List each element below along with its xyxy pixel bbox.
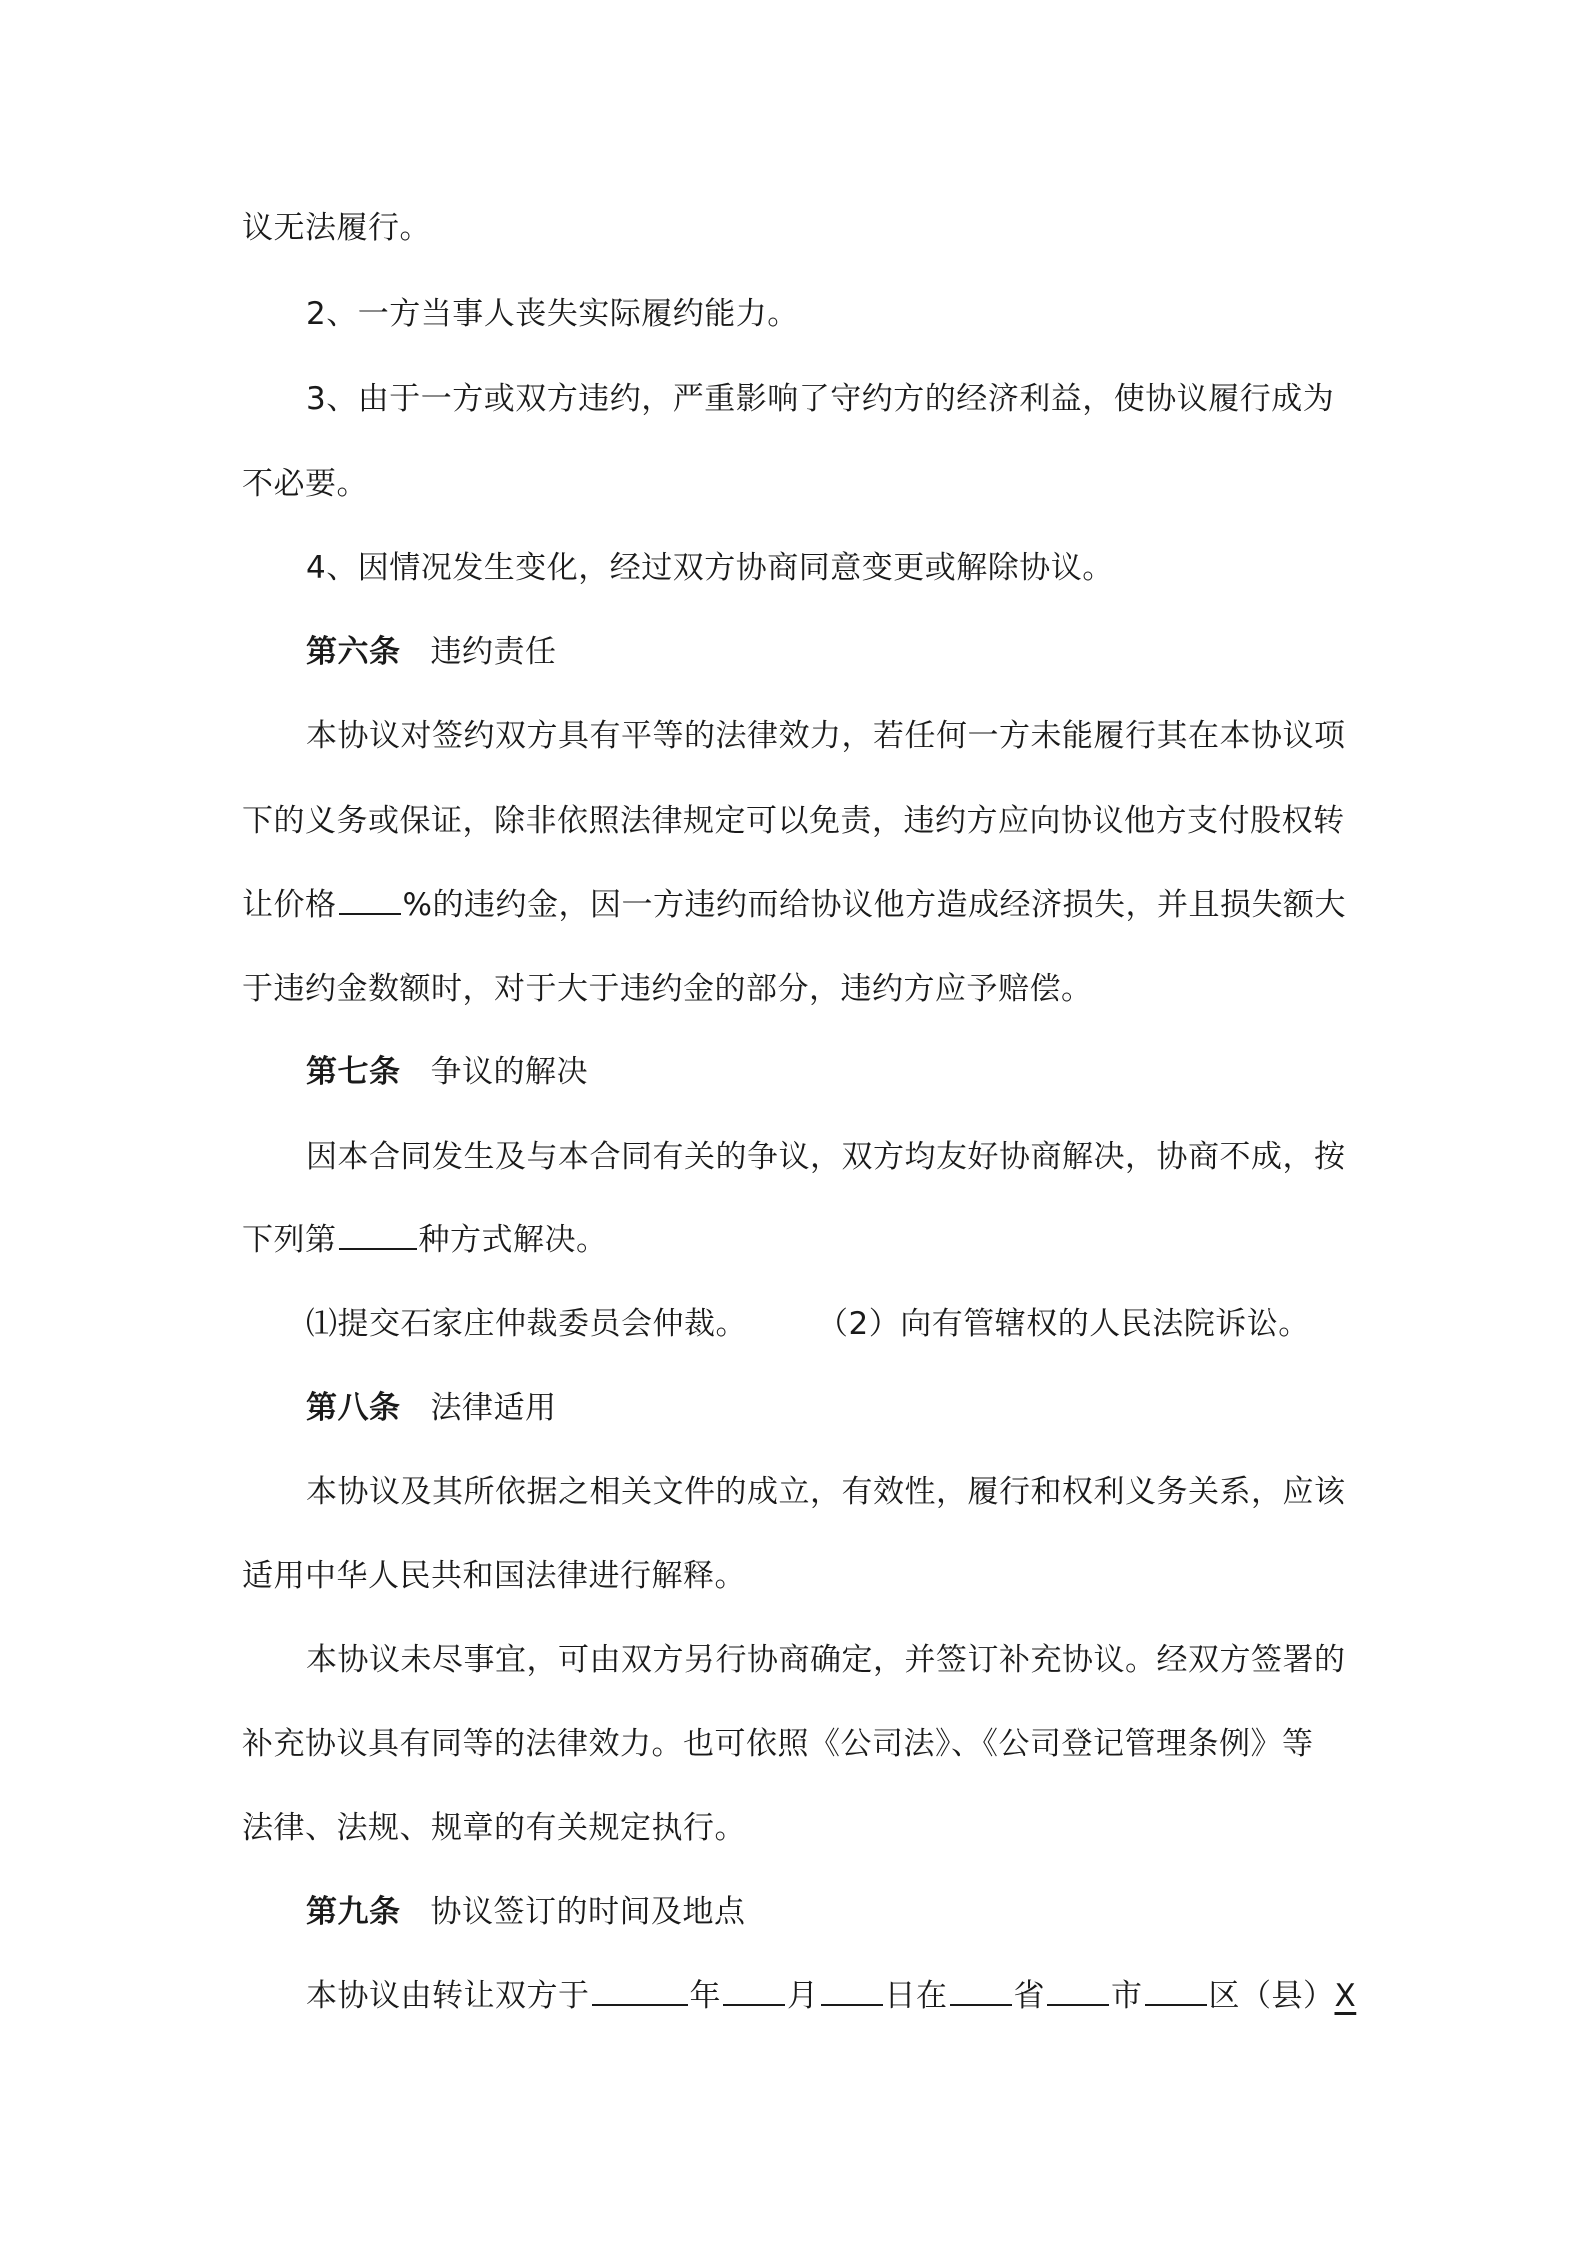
- text-segment: 下列第: [242, 1222, 337, 1258]
- blank-field: [821, 1976, 883, 2006]
- text-segment: 种方式解决。: [418, 1222, 608, 1258]
- underlined-text: X: [1334, 1978, 1357, 2014]
- paragraph-line: [306, 1304, 1362, 1344]
- list-item-2: 2、一方当事人丧失实际履约能力。: [306, 296, 799, 332]
- article-number: 第八条: [306, 1390, 401, 1426]
- blank-field: [723, 1976, 785, 2006]
- paragraph-line: 适用中华人民共和国法律进行解释。: [242, 1558, 746, 1594]
- list-item-3: 3、由于一方或双方违约，严重影响了守约方的经济利益，使协议履行成为: [306, 381, 1335, 417]
- paragraph-line: [242, 1220, 1362, 1260]
- paragraph-line: [242, 885, 1362, 925]
- text-segment: 区（县）: [1208, 1978, 1335, 2014]
- blank-field: [950, 1976, 1012, 2006]
- paragraph-line: 不必要。: [242, 466, 368, 502]
- article-number: 第六条: [306, 634, 401, 670]
- blank-field: [339, 885, 401, 915]
- article-number: 第七条: [306, 1054, 401, 1090]
- article-6-heading: [306, 632, 1362, 672]
- article-8-heading: [306, 1388, 1362, 1428]
- paragraph-line: 补充协议具有同等的法律效力。也可依照《公司法》、《公司登记管理条例》等: [242, 1726, 1314, 1762]
- paragraph-line: 因本合同发生及与本合同有关的争议，双方均友好协商解决，协商不成，按: [306, 1139, 1346, 1175]
- text-segment: 月: [787, 1978, 819, 2014]
- article-7-heading: [306, 1052, 1362, 1092]
- blank-field: [339, 1220, 417, 1250]
- text-segment: 市: [1111, 1978, 1143, 2014]
- paragraph-line: [306, 1976, 1362, 2016]
- article-title: 法律适用: [430, 1390, 557, 1426]
- text-segment: %的违约金，因一方违约而给协议他方造成经济损失，并且损失额大: [402, 887, 1346, 923]
- blank-field: [1145, 1976, 1207, 2006]
- blank-field: [592, 1976, 688, 2006]
- text-segment: 省: [1013, 1978, 1045, 2014]
- text-segment: 日在: [884, 1978, 948, 2014]
- paragraph-line: 下的义务或保证，除非依照法律规定可以免责，违约方应向协议他方支付股权转: [242, 803, 1345, 839]
- list-item-4: 4、因情况发生变化，经过双方协商同意变更或解除协议。: [306, 550, 1114, 586]
- article-title: 协议签订的时间及地点: [430, 1894, 746, 1930]
- text-segment: 年: [689, 1978, 721, 2014]
- article-9-heading: [306, 1892, 1362, 1932]
- article-title: 违约责任: [430, 634, 557, 670]
- paragraph-line: 于违约金数额时，对于大于违约金的部分，违约方应予赔偿。: [242, 971, 1093, 1007]
- text-segment: 让价格: [242, 887, 337, 923]
- paragraph-line: 本协议及其所依据之相关文件的成立，有效性，履行和权利义务关系，应该: [306, 1474, 1346, 1510]
- paragraph-line: 本协议对签约双方具有平等的法律效力，若任何一方未能履行其在本协议项: [306, 718, 1346, 754]
- paragraph-line: 法律、法规、规章的有关规定执行。: [242, 1810, 746, 1846]
- paragraph-line: 议无法履行。: [242, 210, 431, 246]
- option-2: （2）向有管辖权的人民法院诉讼。: [817, 1306, 1310, 1342]
- text-segment: 本协议由转让双方于: [306, 1978, 590, 2014]
- paragraph-line: 本协议未尽事宜，可由双方另行协商确定，并签订补充协议。经双方签署的: [306, 1642, 1346, 1678]
- option-1: ⑴提交石家庄仲裁委员会仲裁。: [306, 1306, 747, 1342]
- article-title: 争议的解决: [430, 1054, 588, 1090]
- article-number: 第九条: [306, 1894, 401, 1930]
- blank-field: [1047, 1976, 1109, 2006]
